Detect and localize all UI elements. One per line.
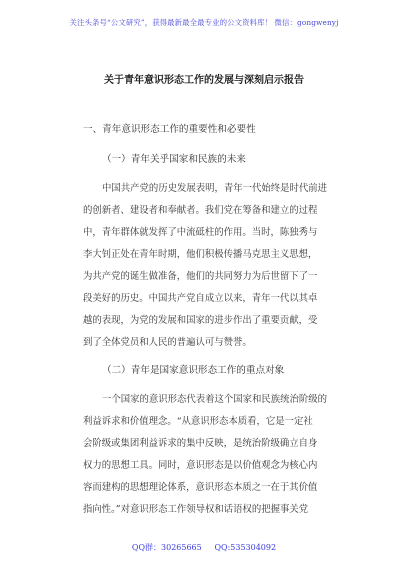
document-title: 关于青年意识形态工作的发展与深刻启示报告 bbox=[104, 75, 304, 86]
paragraph-1 bbox=[83, 178, 329, 354]
section-heading-1: 一、青年意识形态工作的重要性和必要性 bbox=[83, 124, 256, 135]
paragraph-line: 一个国家的意识形态代表着这个国家和民族统治阶级的 bbox=[102, 394, 328, 405]
promo-banner[interactable]: 关注头条号“公文研究”，获得最新最全最专业的公文资料库！ 微信：gongwenyj bbox=[69, 18, 339, 27]
paragraph-line: 越的表现，为党的发展和国家的进步作出了重要贡献，受 bbox=[83, 315, 318, 326]
subsection-heading-2: （二）青年是国家意识形态工作的重点对象 bbox=[102, 365, 285, 376]
subsection-heading-1: （一）青年关乎国家和民族的未来 bbox=[102, 154, 246, 165]
paragraph-line: 李大钊正处在青年时期，他们积极传播马克思主义思想， bbox=[83, 249, 318, 260]
paragraph-line: 会阶级或集团利益诉求的集中反映，是统治阶级确立自身 bbox=[83, 438, 318, 449]
paragraph-line: 到了全体党员和人民的普遍认可与赞誉。 bbox=[83, 337, 252, 348]
paragraph-line: 中，青年群体就发挥了中流砥柱的作用。当时，陈独秀与 bbox=[83, 227, 318, 238]
paragraph-line: 利益诉求和价值理念。“从意识形态本质看，它是一定社 bbox=[83, 416, 313, 427]
paragraph-line: 容而建构的思想理论体系，意识形态本质之一在于其价值 bbox=[83, 482, 318, 493]
paragraph-line: 段美好的历史。中国共产党自成立以来，青年一代以其卓 bbox=[83, 293, 318, 304]
paragraph-line: 指向性。”对意识形态工作领导权和话语权的把握事关党 bbox=[83, 504, 309, 515]
paragraph-line: 中国共产党的历史发展表明，青年一代始终是时代前进 bbox=[102, 183, 328, 194]
paragraph-line: 为共产党的诞生做准备，他们的共同努力为后世留下了一 bbox=[83, 271, 318, 282]
contact-footer[interactable]: QQ群：30265665 QQ:535304092 bbox=[131, 543, 277, 552]
paragraph-line: 权力的思想工具。同时，意识形态是以价值观念为核心内 bbox=[83, 460, 318, 471]
paragraph-2 bbox=[83, 389, 329, 521]
paragraph-line: 的创新者、建设者和奉献者。我们党在筹备和建立的过程 bbox=[83, 205, 318, 216]
